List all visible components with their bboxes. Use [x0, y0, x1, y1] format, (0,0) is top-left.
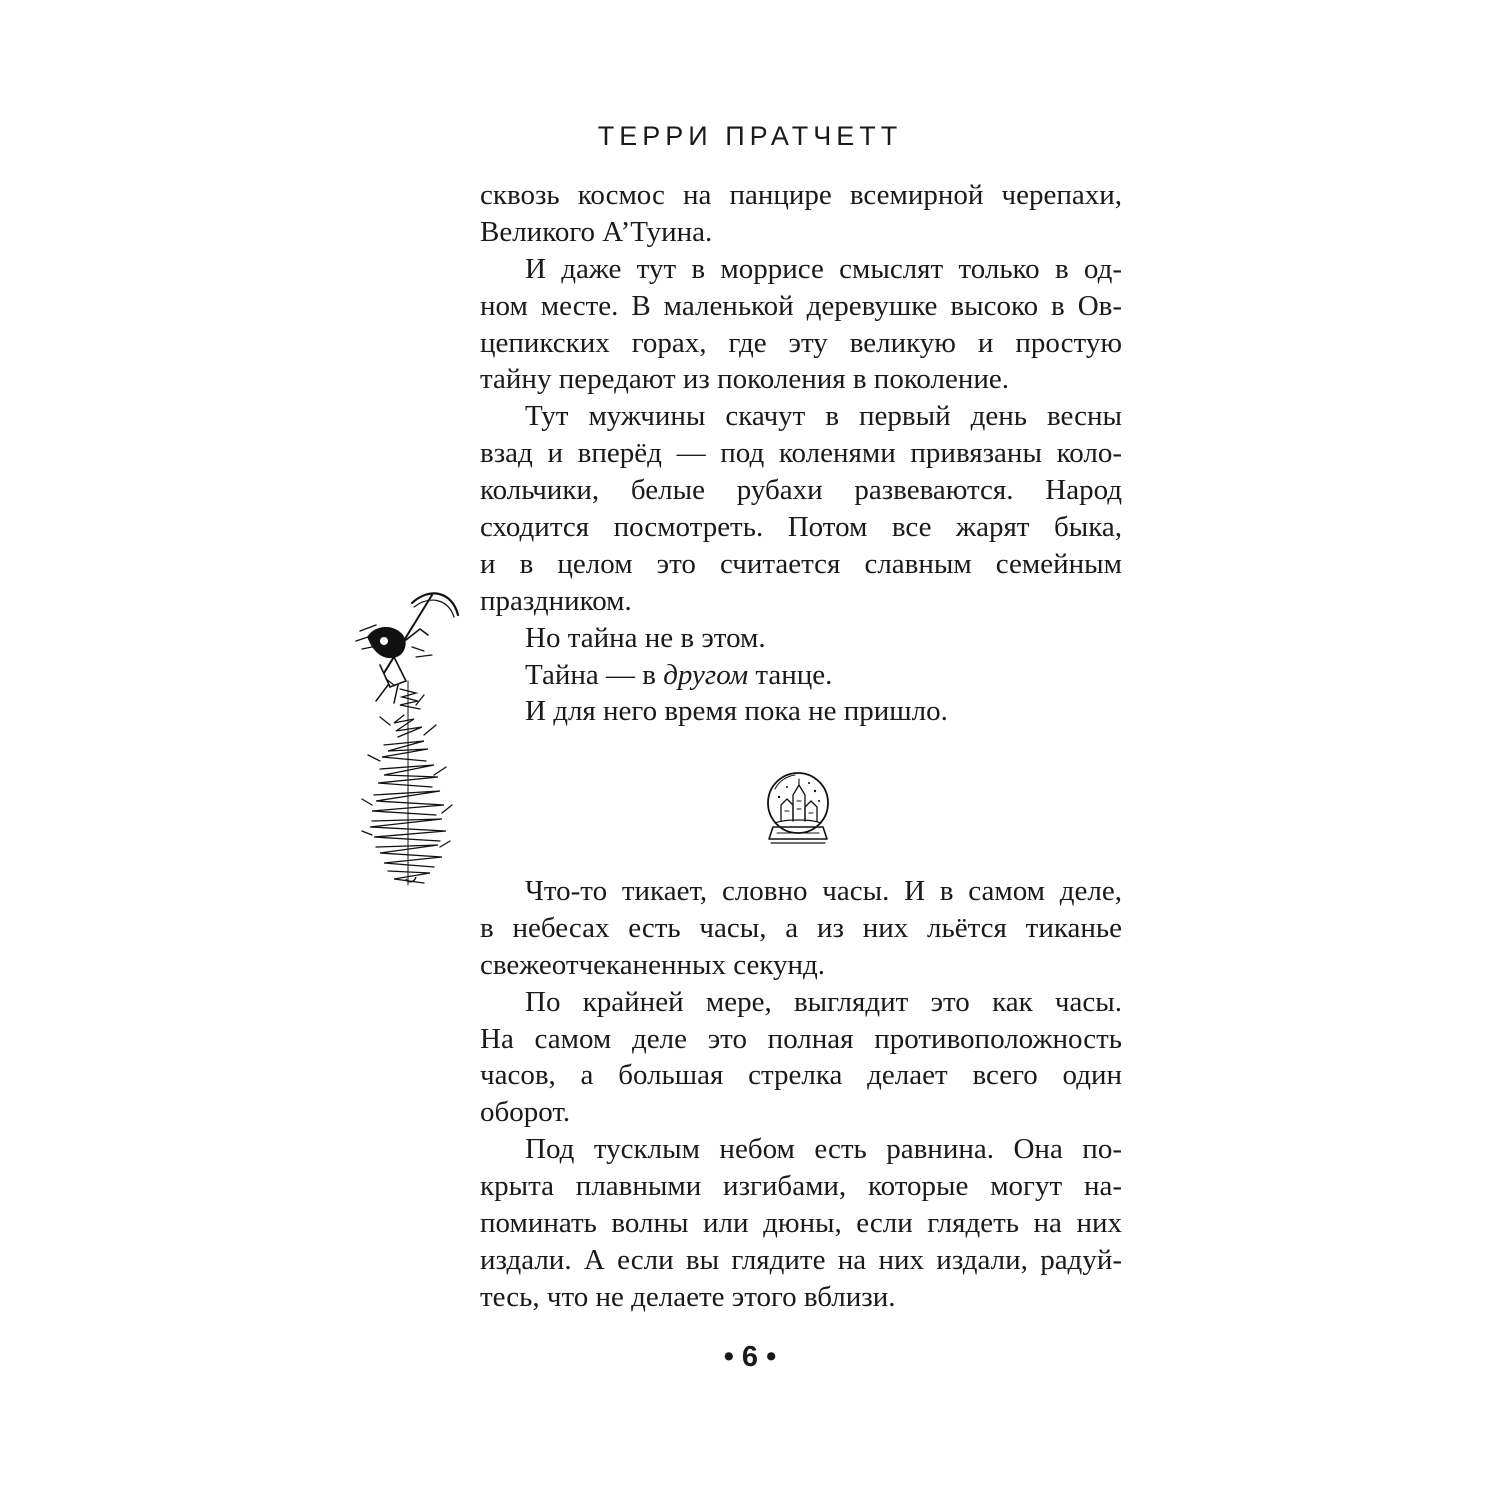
- text-line: И для него время пока не пришло.: [525, 695, 948, 728]
- text-line: в небесах есть часы, а из них льётся тиканье: [480, 911, 1122, 944]
- text-line: По крайней мере, выглядит это как часы.: [525, 985, 1122, 1018]
- text-line: праздником.: [480, 584, 632, 617]
- page-number: • 6 •: [723, 1341, 777, 1373]
- text-line: поминать волны или дюны, если глядеть на них: [480, 1207, 1122, 1240]
- text-section-1: [480, 177, 1122, 730]
- text-line: сходится посмотреть. Потом все жарят быка,: [480, 511, 1122, 544]
- text-line: кольчики, белые рубахи развеваются. Народ: [480, 474, 1122, 507]
- text-line: ном месте. В маленькой деревушке высоко в Ов-: [480, 289, 1122, 322]
- text-section-2: [480, 873, 1122, 1316]
- text-line: крыта плавными изгибами, которые могут на-: [480, 1170, 1122, 1203]
- snow-globe-icon: [757, 767, 839, 851]
- text-line-italic: [480, 657, 1122, 694]
- italic-word: другом: [663, 658, 749, 691]
- text-line: Тут мужчины скачут в первый день весны: [525, 400, 1122, 433]
- text-line: сквозь космос на панцире всемирной черепахи,: [480, 179, 1122, 211]
- running-head: ТЕРРИ ПРАТЧЕТТ: [597, 121, 903, 151]
- text-line: взад и вперёд — под коленями привязаны коло-: [480, 437, 1122, 470]
- text-line: На самом деле это полная противоположность: [480, 1022, 1122, 1055]
- text-line: свежеотчеканенных секунд.: [480, 948, 826, 981]
- text-line: Что-то тикает, словно часы. И в самом деле,: [525, 875, 1122, 907]
- text-line: издали. А если вы глядите на них издали, радуй-: [480, 1243, 1122, 1276]
- text-line: тайну передают из поколения в поколение.: [480, 363, 1010, 396]
- text-line: и в целом это считается славным семейным: [480, 547, 1122, 580]
- text-line: цепикских горах, где эту великую и простую: [480, 326, 1122, 359]
- text-fragment: Тайна — в: [525, 658, 664, 691]
- text-line: Великого А’Туина.: [480, 215, 713, 248]
- text-line: Под тусклым небом есть равнина. Она по-: [525, 1133, 1122, 1166]
- text-line: часов, а большая стрелка делает всего один: [480, 1059, 1122, 1092]
- text-fragment: танце.: [748, 658, 833, 691]
- text-line: И даже тут в моррисе смыслят только в од-: [525, 252, 1122, 285]
- text-line: оборот.: [480, 1096, 571, 1129]
- text-line: тесь, что не делаете этого вблизи.: [480, 1280, 896, 1313]
- death-scythe-sketch-icon: [354, 585, 466, 890]
- text-line: Но тайна не в этом.: [525, 621, 766, 654]
